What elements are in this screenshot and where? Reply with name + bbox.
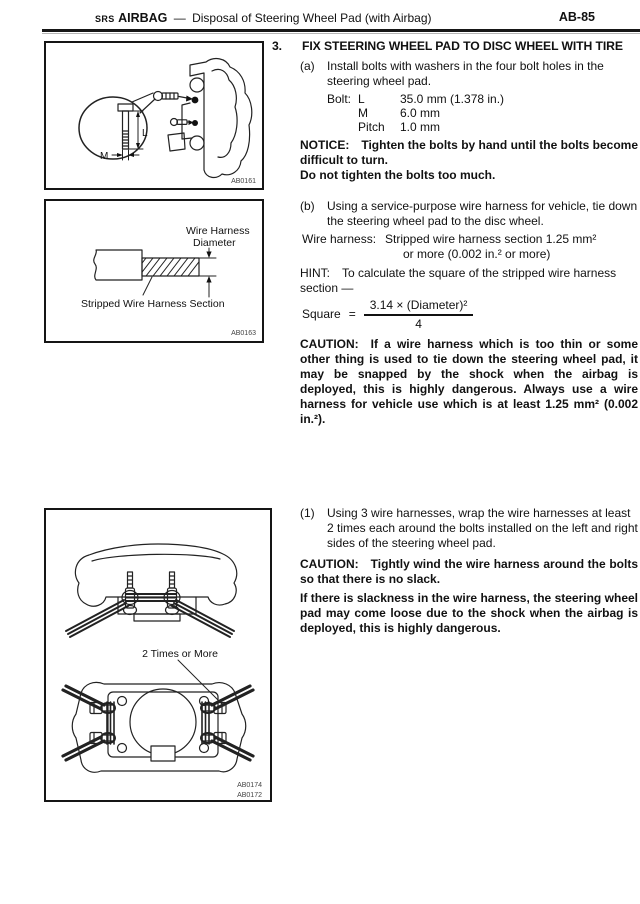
bolt-installation-drawing (46, 43, 262, 188)
label-stripped-section: Stripped Wire Harness Section (81, 298, 225, 310)
wire-value-line1: Stripped wire harness section 1.25 mm² (385, 232, 597, 246)
figure-code: AB0163 (231, 330, 256, 337)
pad-edge-view (75, 544, 236, 621)
notice-text-2: Do not tighten the bolts too much. (300, 168, 496, 182)
pad-rear-view (72, 682, 246, 772)
spec-value: 35.0 mm (1.378 in.) (400, 92, 505, 106)
item-a-text: Install bolts with washers in the four bolt holes in the steering wheel pad. (327, 59, 604, 88)
wire-harness-drawing (46, 201, 262, 341)
header-subtitle: Disposal of Steering Wheel Pad (with Airbag) (192, 11, 432, 25)
page-number: AB-85 (558, 10, 595, 24)
wire-harness-label: Wire harness: (302, 232, 377, 246)
bolt-spec-label: Bolt: (327, 92, 352, 106)
notice-label: NOTICE: (300, 138, 350, 152)
caution-text-line1: Tightly wind the wire harness around the bolts so that there is no slack. (300, 557, 638, 586)
figure-wire-harness-section (44, 199, 264, 343)
page-header (95, 11, 432, 25)
fraction (364, 298, 474, 331)
caution-label-2: CAUTION: (300, 557, 359, 571)
figure-code: AB0161 (231, 178, 256, 185)
header-rule (42, 29, 640, 32)
label-diameter: Diameter (193, 237, 236, 249)
bolt-detail-magnifier (79, 93, 155, 160)
figure-wire-wrapping (44, 508, 272, 802)
item-b-text: Using a service-purpose wire harness for vehicle, tie down the steering wheel pad to the disc wheel. (327, 199, 638, 228)
item-a-label: (a) (300, 59, 315, 73)
spec-row (327, 120, 638, 134)
item-b (300, 199, 638, 229)
figure-bolt-installation (44, 41, 264, 190)
hint-paragraph (300, 266, 638, 296)
spec-row (327, 106, 638, 120)
leader-line (143, 277, 152, 295)
caution-paragraph-2 (300, 557, 638, 587)
label-two-times: 2 Times or More (142, 648, 218, 660)
diameter-dimension (199, 248, 216, 297)
step-number: 3. (272, 39, 282, 53)
vertical-wire-bands (101, 702, 215, 744)
wire-value-line2: or more (0.002 in.² or more) (403, 247, 551, 261)
header-rule-shadow (42, 33, 640, 34)
hint-label: HINT: (300, 266, 330, 280)
step-heading (272, 38, 638, 54)
dim-label-length: L (142, 128, 148, 139)
figure-code-top: AB0174 (237, 782, 262, 789)
header-separator: — (173, 11, 186, 25)
spec-value: 1.0 mm (400, 120, 441, 134)
fraction-numerator: 3.14 × (Diameter)² (364, 298, 474, 316)
step-title: FIX STEERING WHEEL PAD TO DISC WHEEL WITH TIRE (302, 39, 623, 53)
wire-harness-spec (302, 232, 638, 262)
spec-name: L (358, 92, 365, 106)
header-section-title: AIRBAG (118, 11, 168, 25)
label-wire-harness: Wire Harness (186, 225, 250, 237)
instructions-column (272, 38, 638, 427)
item-1-text: Using 3 wire harnesses, wrap the wire harnesses at least 2 times each around the bolts installed on the left and right sides of the steering wheel pad. (327, 506, 638, 550)
item-b-label: (b) (300, 199, 315, 213)
item-a (300, 59, 638, 89)
item-1-label: (1) (300, 506, 315, 520)
formula-label: Square (302, 307, 341, 321)
wire-wrapping-drawing (46, 510, 270, 800)
spec-row (327, 92, 638, 106)
stripped-section (132, 258, 202, 276)
hint-text: To calculate the square of the stripped wire harness section — (300, 266, 617, 295)
bolt-with-arrow (154, 92, 194, 102)
wire-harness-value (385, 232, 596, 262)
steering-pad-side-view (168, 59, 252, 178)
fraction-denominator: 4 (415, 317, 422, 331)
bolt-spec (327, 92, 638, 134)
caution-label: CAUTION: (300, 337, 359, 351)
dim-label-diameter: M (100, 151, 109, 162)
spec-name: M (358, 106, 368, 120)
header-srs-label: SRS (95, 14, 115, 24)
spec-name: Pitch (358, 120, 385, 134)
caution-text-line2: If there is slackness in the wire harness, the steering wheel pad may come loose due to the shock when the airbag is deployed, this is highly dangerous. (300, 591, 638, 635)
insulated-wire (94, 250, 142, 280)
square-formula (302, 298, 638, 331)
figure-code-bottom: AB0172 (237, 792, 262, 799)
item-1 (300, 506, 638, 551)
caution-text: If a wire harness which is too thin or some other thing is used to tie down the steering wheel pad, it may be snapped by the shock when the airbag is deployed, this is highly dangerous. Always use a wire harness for vehicle use which is at least 1.25 mm² (0.002 in.²). (300, 337, 638, 426)
spec-value: 6.0 mm (400, 106, 441, 120)
equals-sign: = (348, 307, 356, 321)
notice-text: Tighten the bolts by hand until the bolts become difficult to turn. (300, 138, 638, 167)
notice-paragraph (300, 138, 638, 168)
substep-column (272, 506, 638, 636)
caution-paragraph (300, 337, 638, 427)
